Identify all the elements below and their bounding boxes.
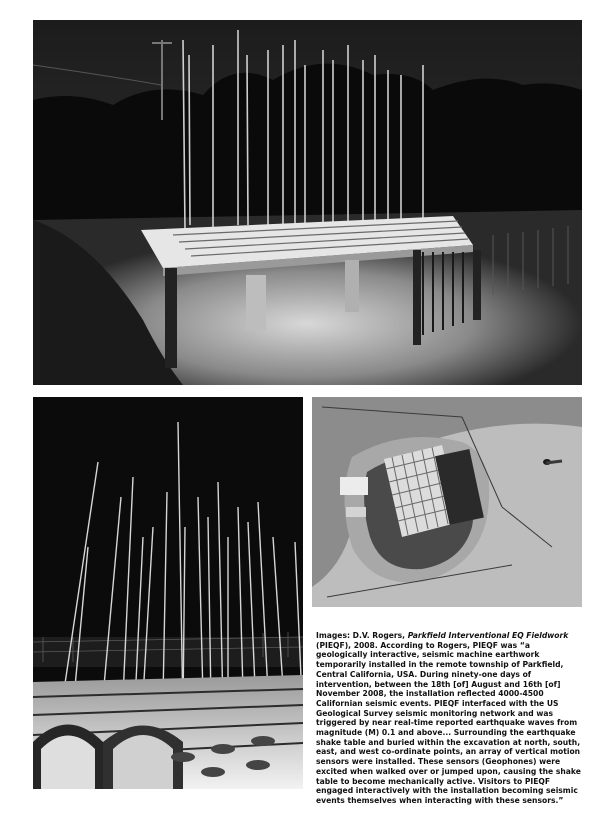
photo-aerial-excavation bbox=[312, 397, 582, 607]
caption-body: (PIEQF), 2008. According to Rogers, PIEQF was “a geologically interactive, seismic machine earthwork temporarily installed in the remote township of Parkfield, Central California, USA. During ninety-one days of intervention, between the 18th [of] August and 16th [of] November 2008, the installation reflected 4000-4500 Californian seismic events. PIEQF interfaced with the US Geological Survey seismic monitoring network and was triggered by near real-time reported earthquake waves from magnitude (M) 0.1 and above... Surrounding the earthquake shake table and buried within the excavation at north, south, east, and west co-ordinate points, an array of vertical motion sensors were installed. These sensors (Geophones) were excited when walked over or jumped upon, causing the shake table to become mechanically active. Visitors to PIEQF engaged interactively with the installation becoming seismic events themselves when interacting with these sensors.” bbox=[316, 640, 581, 805]
caption-work-title: Parkfield Interventional EQ Fieldwork bbox=[407, 631, 569, 640]
caption bbox=[316, 631, 584, 806]
photo-sensor-rods-night bbox=[33, 397, 303, 789]
caption-prefix: Images: D.V. Rogers, bbox=[316, 631, 408, 640]
photo-shake-table-night bbox=[33, 20, 582, 385]
